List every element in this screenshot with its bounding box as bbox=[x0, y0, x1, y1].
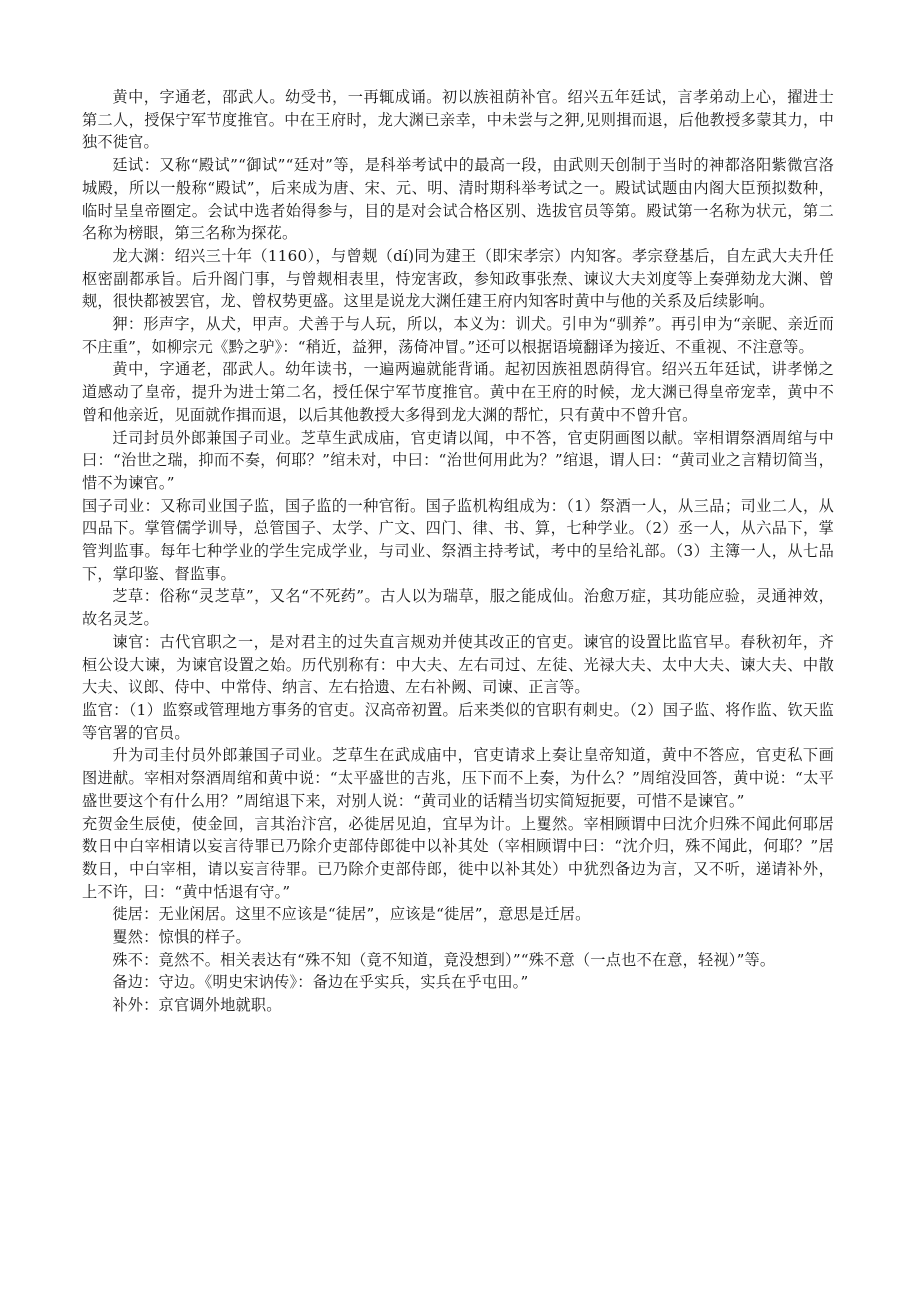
document-body bbox=[82, 86, 834, 1017]
paragraph-13: 徙居：无业闲居。这里不应该是“徒居”，应该是“徙居”，意思是迁居。 bbox=[112, 905, 591, 924]
paragraph-10: 监官：（1）监察或管理地方事务的官吏。汉高帝初置。后来类似的官职有刺史。（2）国子监、将作监、钦天监等官署的官员。 bbox=[82, 700, 834, 742]
paragraph-2: 廷试：又称“殿试”“御试”“廷对”等，是科举考试中的最高一段，由武则天创制于当时的神都洛阳紫微宫洛城殿，所以一般称“殿试”，后来成为唐、宋、元、明、清时期科举考试之一。殿试试题由内阁大臣预拟数种，临时呈皇帝圈定。会试中选者始得参与，目的是对会试合格区别、选拔官员等第。殿试第一名称为状元，第二名称为榜眼，第三名称为探花。 bbox=[82, 156, 834, 243]
paragraph-15: 殊不：竟然不。相关表达有“殊不知（竟不知道，竟没想到）”“殊不意（一点也不在意，轻视）”等。 bbox=[112, 950, 776, 969]
paragraph-14: 矍然：惊惧的样子。 bbox=[112, 928, 251, 947]
paragraph-8: 芝草：俗称“灵芝草”，又名“不死药”。古人以为瑞草，服之能成仙。治愈万症，其功能应验，灵通神效，故名灵芝。 bbox=[82, 587, 834, 629]
paragraph-4: 狎：形声字，从犬，甲声。犬善于与人玩，所以，本义为：训犬。引申为“驯养”。再引申为“亲昵、亲近而不庄重”，如柳宗元《黔之驴》：“稍近，益狎，荡倚冲冒。”还可以根据语境翻译为接近、不重视、不注意等。 bbox=[82, 315, 834, 356]
paragraph-1: 黄中，字通老，邵武人。幼受书，一再辄成诵。初以族祖荫补官。绍兴五年廷试，言孝弟动上心，擢进士第二人，授保宁军节度推官。中在王府时，龙大渊已亲幸，中未尝与之狎,见则揖而退，后他教授多蒙其力，中独不徙官。 bbox=[82, 88, 834, 152]
paragraph-7: 国子司业：又称司业国子监，国子监的一种官衔。国子监机构组成为：（1）祭酒一人，从三品；司业二人，从四品下。掌管儒学训导，总管国子、太学、广文、四门、律、书、算，七种学业。（2）丞一人，从六品下，掌管判监事。每年七种学业的学生完成学业，与司业、祭酒主持考试，考中的呈给礼部。（3）主簿一人，从七品下，掌印鉴、督监事。 bbox=[82, 496, 834, 583]
paragraph-6: 迁司封员外郎兼国子司业。芝草生武成庙，官吏请以闻，中不答，官吏阴画图以献。宰相谓祭酒周绾与中曰：“治世之瑞，抑而不奏，何耶？”绾未对，中曰：“治世何用此为？”绾退，谓人曰：“黄司业之言精切简当，惜不为谏官。” bbox=[82, 428, 834, 492]
paragraph-3: 龙大渊：绍兴三十年（1160），与曾觌（dí)同为建王（即宋孝宗）内知客。孝宗登基后，自左武大夫升任枢密副都承旨。后升阁门事，与曾觌相表里，恃宠害政，参知政事张焘、谏议大夫刘度等上奏弹劾龙大渊、曾觌，很快都被罢官，龙、曾权势更盛。这里是说龙大渊任建王府内知客时黄中与他的关系及后续影响。 bbox=[82, 246, 834, 311]
paragraph-11: 升为司圭付员外郎兼国子司业。芝草生在武成庙中，官吏请求上奏让皇帝知道，黄中不答应，官吏私下画图进献。宰相对祭酒周绾和黄中说：“太平盛世的吉兆，压下而不上奏，为什么？”周绾没回答，黄中说：“太平盛世要这个有什么用？”周绾退下来，对别人说：“黄司业的话精当切实简短扼要，可惜不是谏官。” bbox=[82, 746, 834, 810]
paragraph-17: 补外：京官调外地就职。 bbox=[112, 996, 282, 1015]
paragraph-12: 充贺金生辰使，使金回，言其治汴宫，必徙居见迫，宜早为计。上矍然。宰相顾谓中曰沈介归殊不闻此何耶居数日中白宰相请以妄言待罪已乃除介吏部侍郎徙中以补其处（宰相顾谓中曰：“沈介归，殊不闻此，何耶？”居数日，中白宰相，请以妄言待罪。已乃除介吏部侍郎，徙中以补其处）中犹烈备边为言，又不听，递请补外，上不许，曰：“黄中恬退有守。” bbox=[82, 814, 834, 901]
paragraph-5: 黄中，字通老，邵武人。幼年读书，一遍两遍就能背诵。起初因族祖恩荫得官。绍兴五年廷试，讲孝悌之道感动了皇帝，提升为进士第二名，授任保宁军节度推官。黄中在王府的时候，龙大渊已得皇帝宠幸，黄中不曾和他亲近，见面就作揖而退，以后其他教授大多得到龙大渊的帮忙，只有黄中不曾升官。 bbox=[82, 360, 834, 424]
paragraph-9: 谏官：古代官职之一，是对君主的过失直言规劝并使其改正的官吏。谏官的设置比监官早。春秋初年，齐桓公设大谏，为谏官设置之始。历代别称有：中大夫、左右司过、左徒、光禄大夫、太中大夫、谏大夫、中散大夫、议郎、侍中、中常侍、纳言、左右拾遗、左右补阙、司谏、正言等。 bbox=[82, 632, 834, 697]
paragraph-16: 备边：守边。《明史宋讷传》：备边在乎实兵，实兵在乎屯田。” bbox=[112, 973, 529, 992]
